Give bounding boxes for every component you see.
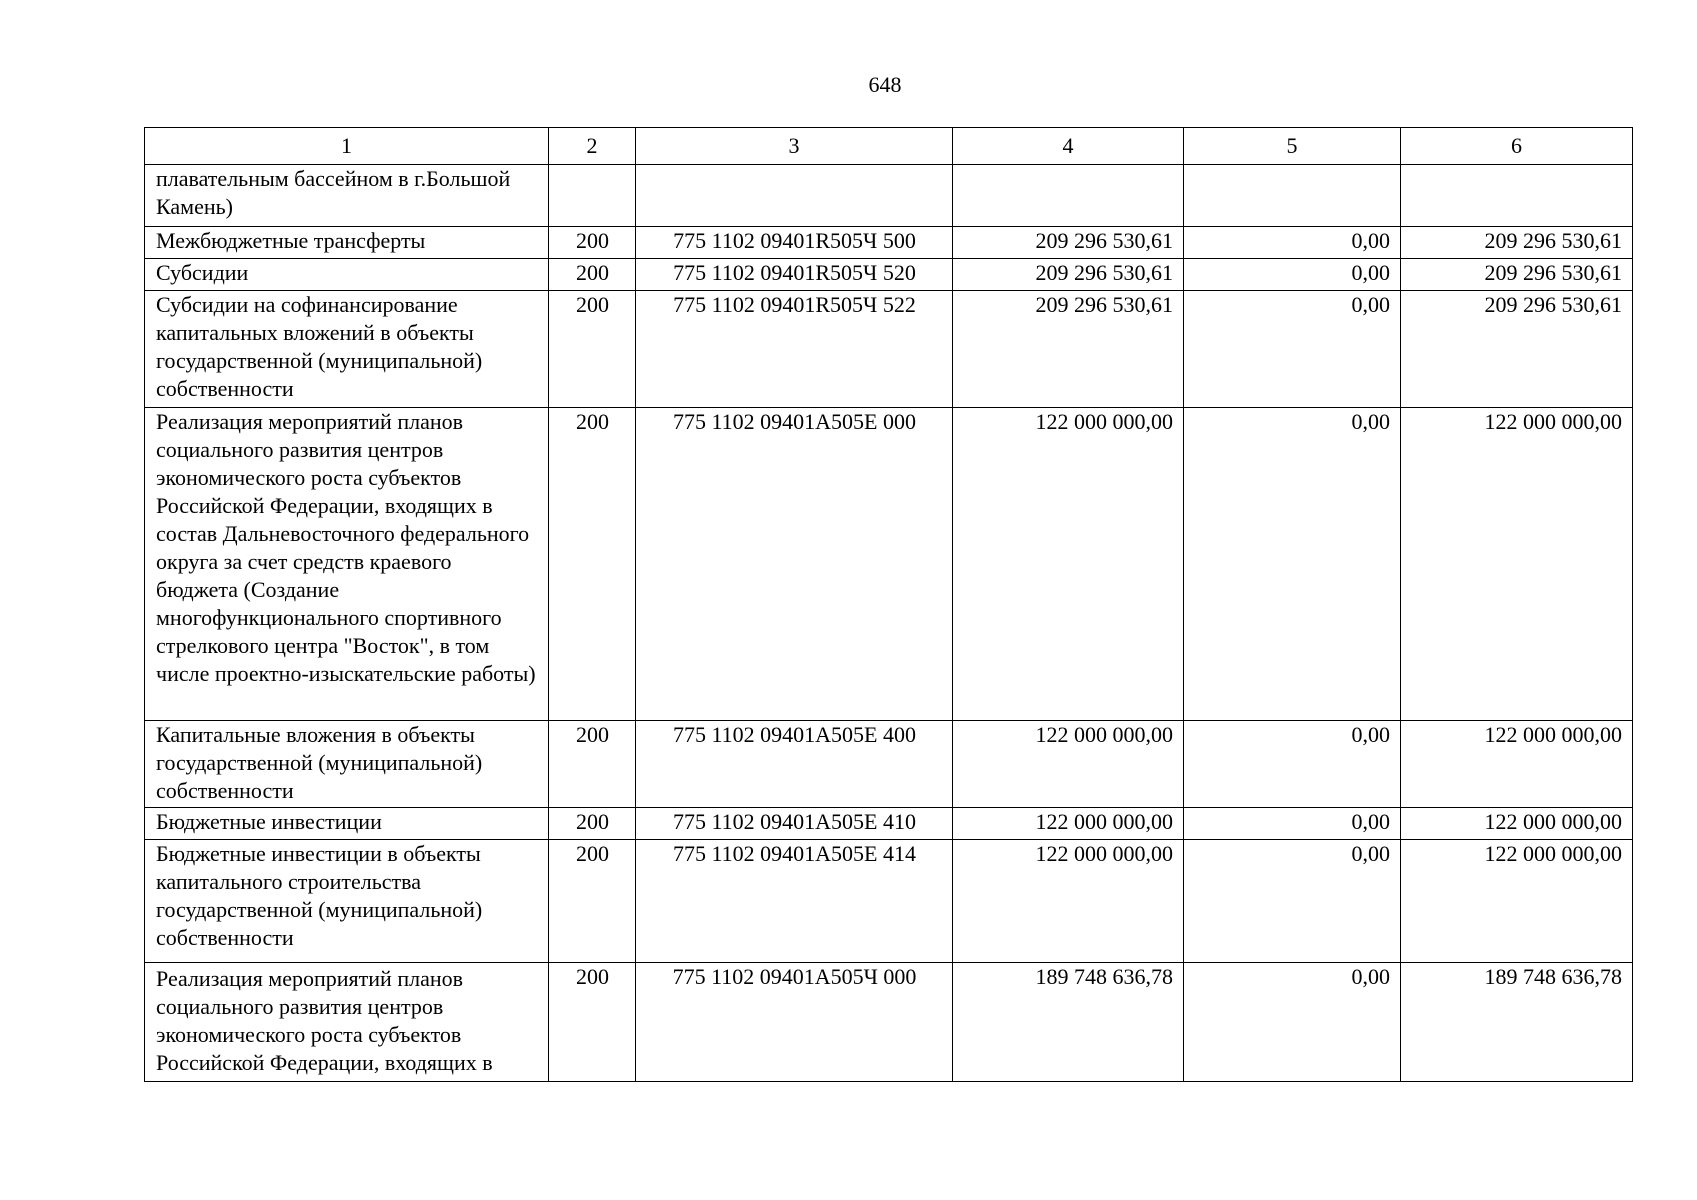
column-header-6: 6 — [1401, 128, 1633, 165]
column-header-5: 5 — [1184, 128, 1401, 165]
table-row — [145, 227, 1633, 259]
table-row — [145, 291, 1633, 408]
row-name: Реализация мероприятий планов социального развития центров экономического роста субъектов Российской Федерации, входящих в состав Дальневосточного федерального округа за счет средств краевого бюджета (Создание многофункционального спортивного стрелкового центра "Восток", в том числе проектно-изыскательские работы) — [145, 408, 549, 721]
column-header-4: 4 — [953, 128, 1184, 165]
row-amount-5: 0,00 — [1184, 408, 1401, 721]
row-grbs: 200 — [549, 408, 636, 721]
row-amount-5: 0,00 — [1184, 963, 1401, 1082]
row-code: 775 1102 09401А505Е 414 — [636, 840, 953, 963]
row-code: 775 1102 09401R505Ч 500 — [636, 227, 953, 259]
table-row — [145, 165, 1633, 227]
column-header-2: 2 — [549, 128, 636, 165]
table-row — [145, 408, 1633, 721]
row-amount-5: 0,00 — [1184, 840, 1401, 963]
row-name: плавательным бассейном в г.Большой Камень) — [145, 165, 549, 227]
row-name: Субсидии на софинансирование капитальных вложений в объекты государственной (муниципальной) собственности — [145, 291, 549, 408]
row-amount-4: 122 000 000,00 — [953, 840, 1184, 963]
column-header-1: 1 — [145, 128, 549, 165]
row-code: 775 1102 09401А505Е 400 — [636, 721, 953, 808]
row-code: 775 1102 09401R505Ч 520 — [636, 259, 953, 291]
row-name: Субсидии — [145, 259, 549, 291]
row-amount-5 — [1184, 165, 1401, 227]
column-header-3: 3 — [636, 128, 953, 165]
row-name: Бюджетные инвестиции — [145, 808, 549, 840]
row-amount-5: 0,00 — [1184, 259, 1401, 291]
row-grbs: 200 — [549, 963, 636, 1082]
row-grbs — [549, 165, 636, 227]
row-amount-5: 0,00 — [1184, 808, 1401, 840]
row-amount-6 — [1401, 165, 1633, 227]
row-amount-5: 0,00 — [1184, 227, 1401, 259]
row-code — [636, 165, 953, 227]
row-grbs: 200 — [549, 840, 636, 963]
row-grbs: 200 — [549, 259, 636, 291]
row-code: 775 1102 09401R505Ч 522 — [636, 291, 953, 408]
page-number: 648 — [868, 72, 902, 97]
table-row — [145, 721, 1633, 808]
row-amount-4: 189 748 636,78 — [953, 963, 1184, 1082]
row-amount-6: 209 296 530,61 — [1401, 291, 1633, 408]
row-amount-4: 209 296 530,61 — [953, 227, 1184, 259]
row-amount-5: 0,00 — [1184, 721, 1401, 808]
table-row — [145, 259, 1633, 291]
row-code: 775 1102 09401А505Е 410 — [636, 808, 953, 840]
row-grbs: 200 — [549, 291, 636, 408]
row-code: 775 1102 09401А505Е 000 — [636, 408, 953, 721]
row-amount-4: 122 000 000,00 — [953, 721, 1184, 808]
table-row — [145, 808, 1633, 840]
row-amount-6: 122 000 000,00 — [1401, 721, 1633, 808]
row-grbs: 200 — [549, 808, 636, 840]
table-header-row — [145, 128, 1633, 165]
row-amount-4: 122 000 000,00 — [953, 808, 1184, 840]
row-name: Межбюджетные трансферты — [145, 227, 549, 259]
row-amount-6: 209 296 530,61 — [1401, 259, 1633, 291]
row-amount-4: 209 296 530,61 — [953, 259, 1184, 291]
row-amount-5: 0,00 — [1184, 291, 1401, 408]
row-name: Капитальные вложения в объекты государственной (муниципальной) собственности — [145, 721, 549, 808]
row-grbs: 200 — [549, 227, 636, 259]
row-amount-4: 122 000 000,00 — [953, 408, 1184, 721]
row-amount-6: 122 000 000,00 — [1401, 840, 1633, 963]
row-name: Реализация мероприятий планов социального развития центров экономического роста субъектов Российской Федерации, входящих в — [145, 963, 549, 1082]
row-amount-6: 122 000 000,00 — [1401, 408, 1633, 721]
budget-table — [144, 127, 1633, 1082]
row-grbs: 200 — [549, 721, 636, 808]
table-row — [145, 963, 1633, 1082]
row-amount-4 — [953, 165, 1184, 227]
row-amount-6: 209 296 530,61 — [1401, 227, 1633, 259]
row-amount-6: 122 000 000,00 — [1401, 808, 1633, 840]
row-name: Бюджетные инвестиции в объекты капитального строительства государственной (муниципальной) собственности — [145, 840, 549, 963]
row-amount-4: 209 296 530,61 — [953, 291, 1184, 408]
table-row — [145, 840, 1633, 963]
row-amount-6: 189 748 636,78 — [1401, 963, 1633, 1082]
row-code: 775 1102 09401А505Ч 000 — [636, 963, 953, 1082]
